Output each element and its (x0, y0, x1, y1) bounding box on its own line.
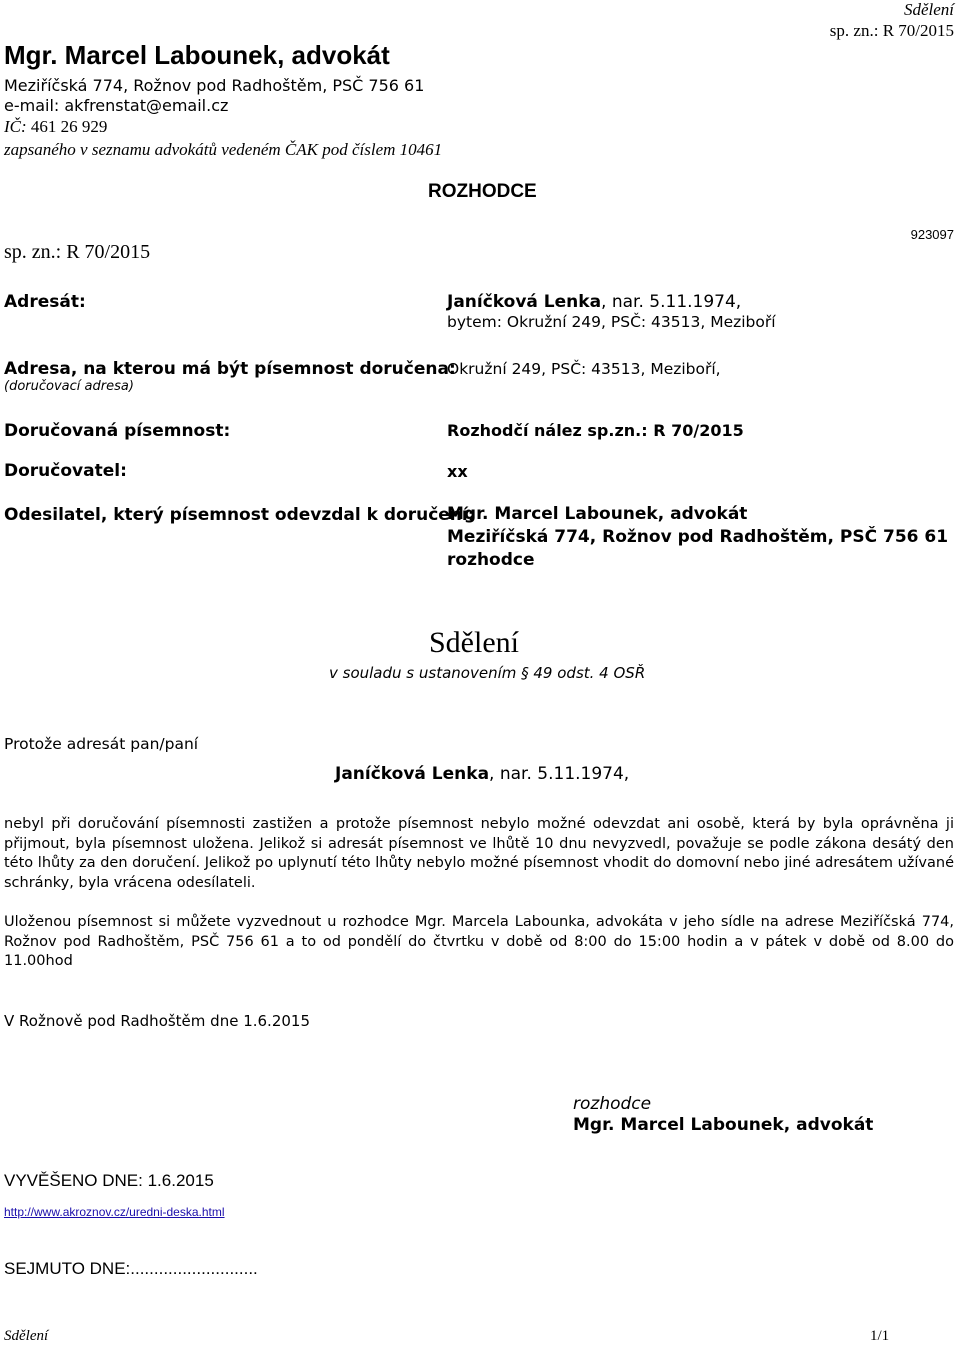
recipient-name: Janíčková Lenka (447, 292, 602, 312)
notice-title: Sdělení (429, 626, 519, 659)
notice-intro: Protože adresát pan/paní (4, 735, 199, 753)
footer-page-number: 1/1 (870, 1328, 890, 1344)
sender-line-1: Mgr. Marcel Labounek, advokát (447, 504, 748, 524)
delivery-address-label: Adresa, na kterou má být písemnost doručena: (4, 359, 456, 379)
lawyer-address: Meziříčská 774, Rožnov pod Radhoštěm, PSČ 756 61 (4, 76, 425, 95)
removed-date: SEJMUTO DNE:........................... (4, 1259, 258, 1278)
ic-value: 461 26 929 (30, 117, 108, 136)
signature-name: Mgr. Marcel Labounek, advokát (573, 1115, 874, 1135)
recipient-value (447, 292, 741, 312)
case-ref-left-label: sp. zn.: (4, 241, 62, 263)
official-board-link[interactable]: http://www.akroznov.cz/uredni-deska.html (4, 1205, 225, 1219)
document-code: 923097 (910, 227, 954, 242)
deliverer-label: Doručovatel: (4, 461, 127, 481)
sender-line-2: Meziříčská 774, Rožnov pod Radhoštěm, PSČ 756 61 (447, 527, 949, 547)
header-case-ref-label: sp. zn.: (829, 21, 879, 40)
notice-recipient (335, 764, 629, 784)
ic-label: IČ: (4, 117, 27, 136)
notice-paragraph-2: Uloženou písemnost si můžete vyzvednout u rozhodce Mgr. Marcela Labounka, advokáta v jeho sídle na adrese Meziříčská 774, Rožnov pod Radhoštěm, PSČ 756 61 a to od pondělí do čtvrtku v době od 8:00 do 15:00 hodin a v pátek v době od 8.00 do 11.00hod (4, 914, 954, 969)
footer-doc-type: Sdělení (4, 1328, 49, 1344)
notice-subtitle: v souladu s ustanovením § 49 odst. 4 OSŘ (329, 664, 646, 682)
recipient-address: bytem: Okružní 249, PSČ: 43513, Meziboří (447, 313, 776, 331)
notice-paragraph-1: nebyl při doručování písemnosti zastižen a protože písemnost nebylo možné odevzdat ani osobě, která by byla oprávněna ji přijmout, byla písemnost uložena. Jelikož si adresát písemnost ve lhůtě 10 dnu nevyzvedl, považuje se podle zákona desátý den této lhůty za den doručení. Jelikož po uplynutí této lhůty nebylo možné písemnost vhodit do domovní nebo jiné adresátem užívané schránky, byla vrácena odesílateli. (4, 816, 954, 891)
deliverer-value: xx (447, 462, 468, 481)
delivery-address-note: (doručovací adresa) (4, 379, 134, 394)
header-doc-type: Sdělení (903, 0, 954, 19)
lawyer-ic (4, 117, 107, 137)
lawyer-name-heading: Mgr. Marcel Labounek, advokát (4, 40, 390, 70)
document-value: Rozhodčí nález sp.zn.: R 70/2015 (447, 421, 744, 440)
sender-label: Odesilatel, který písemnost odevzdal k doručení: (4, 505, 475, 525)
lawyer-registration: zapsaného v seznamu advokátů vedeném ČAK pod číslem 10461 (4, 140, 443, 159)
recipient-birth: , nar. 5.11.1974, (601, 292, 742, 312)
case-ref-left-value: R 70/2015 (66, 241, 151, 263)
posted-date: VYVĚŠENO DNE: 1.6.2015 (4, 1171, 214, 1190)
lawyer-email: e-mail: akfrenstat@email.cz (4, 96, 229, 115)
header-case-ref (830, 21, 954, 41)
document-label: Doručovaná písemnost: (4, 421, 231, 441)
delivery-address-value: Okružní 249, PSČ: 43513, Meziboří, (447, 360, 721, 378)
signature-role: rozhodce (573, 1094, 652, 1114)
notice-recipient-name: Janíčková Lenka (335, 764, 490, 784)
role-heading: ROZHODCE (428, 181, 537, 202)
header-case-ref-value: R 70/2015 (882, 21, 954, 40)
case-ref-left (4, 241, 150, 264)
recipient-label: Adresát: (4, 292, 86, 312)
sender-line-3: rozhodce (447, 550, 535, 570)
notice-recipient-birth: , nar. 5.11.1974, (489, 764, 630, 784)
place-date: V Rožnově pod Radhoštěm dne 1.6.2015 (4, 1012, 310, 1030)
